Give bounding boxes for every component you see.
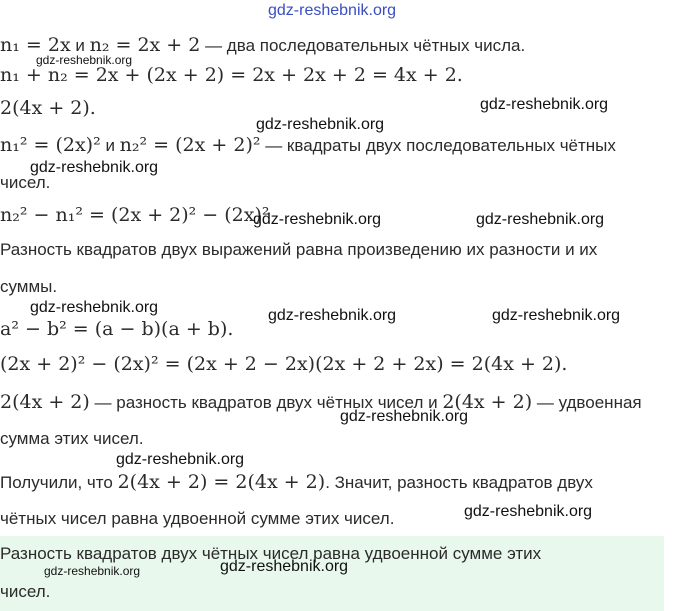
text-line bbox=[0, 391, 642, 414]
text-segment: — разность квадратов двух чётных чисел и bbox=[89, 393, 443, 412]
text-segment: чётных чисел равна удвоенной сумме этих чисел. bbox=[0, 509, 395, 528]
watermark: gdz-reshebnik.org bbox=[30, 299, 159, 316]
text-segment: — квадраты двух последовательных чётных bbox=[260, 136, 616, 155]
math-expression: n₂² = (2x + 2)² bbox=[119, 134, 261, 156]
watermark: gdz-reshebnik.org bbox=[30, 159, 159, 176]
math-expression: 2(4x + 2). bbox=[0, 97, 96, 119]
math-expression: 2(4x + 2) bbox=[442, 391, 533, 413]
math-expression: (2x + 2)² − (2x)² = (2x + 2 − 2x)(2x + 2 + 2x) = 2(4x + 2). bbox=[0, 353, 568, 375]
math-expression: 2(4x + 2) bbox=[0, 391, 90, 413]
watermark: gdz-reshebnik.org bbox=[256, 116, 385, 133]
watermark: gdz-reshebnik.org bbox=[464, 503, 593, 520]
text-segment: сумма этих чисел. bbox=[0, 429, 144, 448]
text-line bbox=[0, 508, 394, 530]
watermark: gdz-reshebnik.org bbox=[44, 564, 141, 578]
watermark: gdz-reshebnik.org bbox=[116, 451, 245, 468]
text-line bbox=[0, 134, 616, 157]
math-expression: n₂ = 2x + 2 bbox=[89, 34, 201, 56]
text-segment: суммы. bbox=[0, 277, 58, 296]
text-line bbox=[0, 64, 463, 87]
conclusion-line: Разность квадратов двух чётных чисел равна удвоенной сумме этих bbox=[0, 544, 542, 563]
watermark: gdz-reshebnik.org bbox=[268, 307, 397, 324]
text-line bbox=[0, 353, 567, 376]
text-line bbox=[0, 318, 233, 341]
math-expression: n₂² − n₁² = (2x + 2)² − (2x)² bbox=[0, 204, 270, 226]
math-expression: a² − b² = (a − b)(a + b). bbox=[0, 318, 234, 340]
watermark: gdz-reshebnik.org bbox=[480, 96, 609, 113]
text-segment: и bbox=[70, 36, 90, 55]
text-line bbox=[0, 97, 96, 120]
watermark: gdz-reshebnik.org bbox=[340, 408, 469, 425]
math-expression: n₁² = (2x)² bbox=[0, 134, 101, 156]
text-segment: — два последовательных чётных числа. bbox=[200, 36, 526, 55]
text-line bbox=[0, 204, 270, 227]
text-line bbox=[0, 428, 144, 450]
text-segment: чисел. bbox=[0, 173, 51, 192]
text-line bbox=[0, 239, 597, 261]
text-segment: . Значит, разность квадратов двух bbox=[325, 473, 593, 492]
text-line bbox=[0, 276, 57, 298]
text-segment: — удвоенная bbox=[532, 393, 642, 412]
watermark: gdz-reshebnik.org bbox=[476, 211, 605, 228]
math-expression: n₁ + n₂ = 2x + (2x + 2) = 2x + 2x + 2 = 4x + 2. bbox=[0, 64, 463, 86]
math-expression: n₁ = 2x bbox=[0, 34, 71, 56]
watermark: gdz-reshebnik.org bbox=[492, 307, 621, 324]
text-segment: и bbox=[100, 136, 120, 155]
math-expression: 2(4x + 2) = 2(4x + 2) bbox=[117, 471, 326, 493]
watermark: gdz-reshebnik.org bbox=[220, 558, 349, 575]
conclusion-box bbox=[0, 536, 664, 611]
conclusion-line: чисел. bbox=[0, 582, 51, 601]
text-line bbox=[0, 172, 50, 194]
watermark: gdz-reshebnik.org bbox=[268, 2, 397, 19]
text-segment: Разность квадратов двух выражений равна произведению их разности и их bbox=[0, 240, 598, 259]
watermark: gdz-reshebnik.org bbox=[253, 211, 382, 228]
text-line bbox=[0, 471, 593, 494]
watermark: gdz-reshebnik.org bbox=[36, 53, 133, 67]
text-segment: Получили, что bbox=[0, 473, 118, 492]
